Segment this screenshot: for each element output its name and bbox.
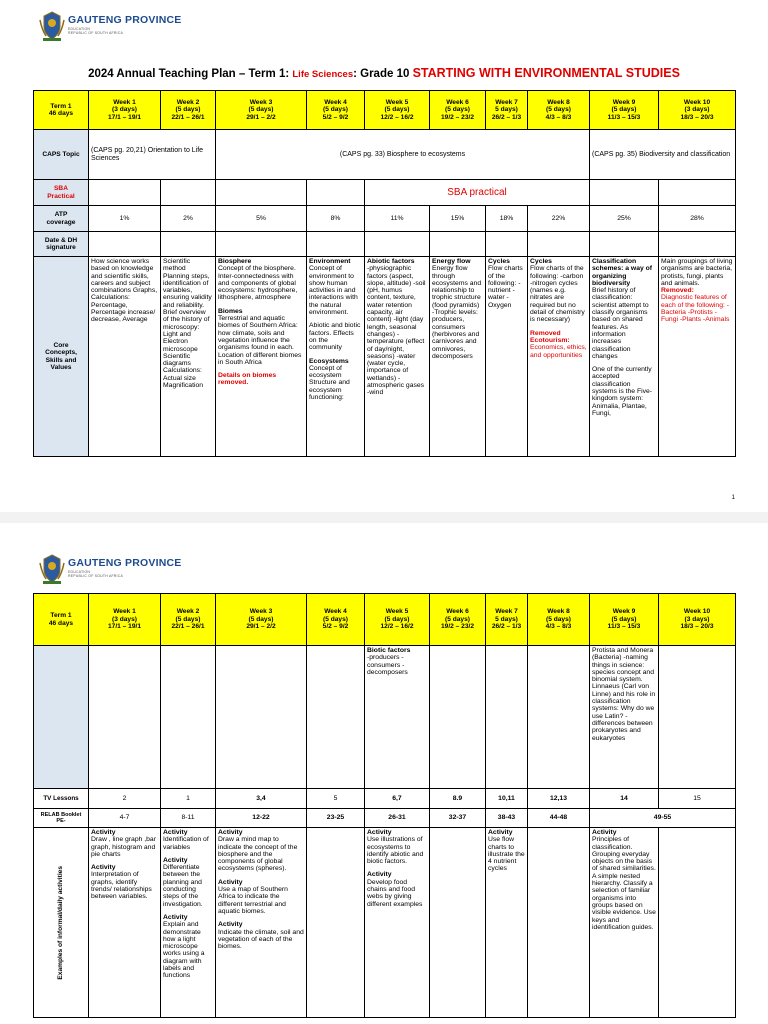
relab-week-3: 12-22 <box>216 809 307 828</box>
relab-week-1: 4-7 <box>89 809 161 828</box>
logo-line1-2: EDUCATION <box>68 570 91 574</box>
logo-name: GAUTENG PROVINCE <box>68 14 182 26</box>
date-label: Date & DH signature <box>34 232 89 257</box>
sba-row <box>34 180 736 206</box>
teaching-plan-table-continued <box>33 593 736 1018</box>
gauteng-logo <box>38 10 188 42</box>
week-5-header: Week 5 (5 days) 12/2 – 16/2 <box>365 91 430 130</box>
tv-week-4: 5 <box>307 789 365 809</box>
tv-week-6: 8.9 <box>430 789 486 809</box>
coverage-week-6: 15% <box>430 206 486 232</box>
week-3-header-2: Week 3 (5 days) 29/1 – 2/2 <box>216 594 307 646</box>
activities-row <box>34 828 736 1018</box>
tv-week-9: 14 <box>590 789 659 809</box>
core-row-continued <box>34 646 736 789</box>
core-week-7: Cycles Flow charts of the following: -nutrient -water -Oxygen <box>486 257 528 457</box>
week-9-header: Week 9 (5 days) 11/3 – 15/3 <box>590 91 659 130</box>
core-week-5: Abiotic factors -physiographic factors (aspect, slope, altitude) -soil (pH, humus content, texture, water retention capacity, air content) -light (day length, seasonal changes) -temperature (effect of day/night, seasons) -water (water cycle, importance of wetlands) -atmospheric gases -wind <box>365 257 430 457</box>
relab-week-5: 26-31 <box>365 809 430 828</box>
week-8-header-2: Week 8 (5 days) 4/3 – 8/3 <box>528 594 590 646</box>
relab-row <box>34 809 736 828</box>
activity-week-5: Activity Use illustrations of ecosystems to identify abiotic and biotic factors. Activity Develop food chains and food webs by giving different examples <box>365 828 430 1018</box>
week-1-header-2: Week 1 (3 days) 17/1 – 19/1 <box>89 594 161 646</box>
relab-week-2: 8-11 <box>161 809 216 828</box>
tv-week-5: 6,7 <box>365 789 430 809</box>
core-label-2 <box>34 646 89 789</box>
logo-line1: EDUCATION <box>68 27 91 31</box>
tv-week-10: 15 <box>659 789 736 809</box>
coverage-week-1: 1% <box>89 206 161 232</box>
week-7-header: Week 7 5 days) 26/2 – 1/3 <box>486 91 528 130</box>
core-row <box>34 257 736 457</box>
week-4-header: Week 4 (5 days) 5/2 – 9/2 <box>307 91 365 130</box>
title-theme: STARTING WITH ENVIRONMENTAL STUDIES <box>412 66 680 80</box>
week-4-header-2: Week 4 (5 days) 5/2 – 9/2 <box>307 594 365 646</box>
caps-biodiversity: (CAPS pg. 35) Biodiversity and classification <box>590 130 736 180</box>
activity-week-9: Activity Principles of classification. Grouping everyday objects on the basis of shared similarities. A simple nested hierarchy. Classify a selection of familiar organisms into groups based on visible evidence. Use keys and identification guides. <box>590 828 659 1018</box>
relab-week-8: 44-48 <box>528 809 590 828</box>
atp-row <box>34 206 736 232</box>
core-week-8: Cycles Flow charts of the following: -carbon -nitrogen cycles (names e.g. nitrates are required but no detail of chemistry is necessary) Removed Ecotourism: Economics, ethics, and opportunities <box>528 257 590 457</box>
core-week-6: Energy flow Energy flow through ecosystems and relationship to trophic structure (food pyramids) -Trophic levels: producers, consumers (herbivores and carnivores and omnivores, decomposers <box>430 257 486 457</box>
week-10-header: Week 10 (3 days) 18/3 – 20/3 <box>659 91 736 130</box>
week-10-header-2: Week 10 (3 days) 18/3 – 20/3 <box>659 594 736 646</box>
tv-week-2: 1 <box>161 789 216 809</box>
tv-week-7: 10,11 <box>486 789 528 809</box>
coverage-week-8: 22% <box>528 206 590 232</box>
relab-week-7: 38-43 <box>486 809 528 828</box>
tv-row <box>34 789 736 809</box>
term-header: Term 1 46 days <box>34 91 89 130</box>
relab-week-9-10: 49-55 <box>590 809 736 828</box>
week-6-header-2: Week 6 (5 days) 19/2 – 23/2 <box>430 594 486 646</box>
tv-week-3: 3,4 <box>216 789 307 809</box>
caps-row <box>34 130 736 180</box>
page-separator <box>0 512 768 523</box>
coverage-week-2: 2% <box>161 206 216 232</box>
core-week-2: Scientific method Planning steps, identification of variables, ensuring validity and reliability. Brief overview of the history of microscopy: Light and Electron microscope Scientific diagrams Calculations: Actual size Magnification <box>161 257 216 457</box>
title-subject: Life Sciences <box>292 69 354 80</box>
date-row <box>34 232 736 257</box>
caps-biosphere: (CAPS pg. 33) Biosphere to ecosystems <box>216 130 590 180</box>
tv-label: TV Lessons <box>34 789 89 809</box>
week-3-header: Week 3 (5 days) 29/1 – 2/2 <box>216 91 307 130</box>
coverage-week-9: 25% <box>590 206 659 232</box>
sba-label: SBA Practical <box>34 180 89 206</box>
relab-week-6: 32-37 <box>430 809 486 828</box>
tv-week-1: 2 <box>89 789 161 809</box>
page-title <box>0 66 768 80</box>
week-2-header-2: Week 2 (5 days) 22/1 – 26/1 <box>161 594 216 646</box>
term-header-2: Term 1 46 days <box>34 594 89 646</box>
core-cont-week-5: Biotic factors -producers -consumers -decomposers <box>365 646 430 789</box>
title-part1: 2024 Annual Teaching Plan – Term 1: <box>88 68 293 80</box>
core-week-3: Biosphere Concept of the biosphere. Inter-connectedness with and components of global ecosystems: hydrosphere, lithosphere, atmosphere Biomes Terrestrial and aquatic biomes of Southern Africa: how climate, soils and vegetation influence the organisms found in each. Location of different biomes in South Africa Details on biomes removed. <box>216 257 307 457</box>
coverage-week-10: 28% <box>659 206 736 232</box>
activity-week-3: Activity Draw a mind map to indicate the concept of the biosphere and the components of global ecosystems (spheres). Activity Use a map of Southern Africa to indicate the different terrestrial and aquatic biomes. Activity Indicate the climate, soil and vegetation of each of the biomes. <box>216 828 307 1018</box>
caps-label: CAPS Topic <box>34 130 89 180</box>
page-number: 1 <box>731 495 735 501</box>
coat-of-arms-icon <box>38 10 66 42</box>
week-6-header: Week 6 (5 days) 19/2 – 23/2 <box>430 91 486 130</box>
coverage-week-4: 8% <box>307 206 365 232</box>
title-part3: : Grade 10 <box>353 68 413 80</box>
logo-name-2: GAUTENG PROVINCE <box>68 557 182 569</box>
gauteng-logo-2 <box>38 553 188 585</box>
header-row-2 <box>34 594 736 646</box>
core-label: Core Concepts, Skills and Values <box>34 257 89 457</box>
coverage-week-3: 5% <box>216 206 307 232</box>
relab-week-4: 23-25 <box>307 809 365 828</box>
logo-line2: REPUBLIC OF SOUTH AFRICA <box>68 31 123 35</box>
week-9-header-2: Week 9 (5 days) 11/3 – 15/3 <box>590 594 659 646</box>
core-week-9: Classification schemes: a way of organizing biodiversity Brief history of classification: scientist attempt to classify organisms based on shared features. As information increases classification changes One of the currently accepted classification systems is the Five-kingdom system: Animalia, Plantae, Fungi, <box>590 257 659 457</box>
activity-week-7: Activity Use flow charts to illustrate the 4 nutrient cycles <box>486 828 528 1018</box>
week-2-header: Week 2 (5 days) 22/1 – 26/1 <box>161 91 216 130</box>
coat-of-arms-icon <box>38 553 66 585</box>
activity-week-1: Activity Draw , line graph ,bar graph, histogram and pie charts Activity Interpretation of graphs, identify trends/ relationships between variables. <box>89 828 161 1018</box>
core-week-1: How science works based on knowledge and scientific skills, careers and subject combinations Graphs, Calculations: Percentage, Percentage increase/ decrease, Average <box>89 257 161 457</box>
week-1-header: Week 1 (3 days) 17/1 – 19/1 <box>89 91 161 130</box>
week-8-header: Week 8 (5 days) 4/3 – 8/3 <box>528 91 590 130</box>
header-row <box>34 91 736 130</box>
tv-week-8: 12,13 <box>528 789 590 809</box>
core-week-10: Main groupings of living organisms are bacteria, protists, fungi, plants and animals. Removed: Diagnostic features of each of the following: -Bacteria -Protists -Fungi -Plants -Animals <box>659 257 736 457</box>
activities-label: Examples of informal/daily activities <box>34 828 89 1018</box>
coverage-week-7: 18% <box>486 206 528 232</box>
week-5-header-2: Week 5 (5 days) 12/2 – 16/2 <box>365 594 430 646</box>
teaching-plan-table <box>33 90 736 457</box>
coverage-week-5: 11% <box>365 206 430 232</box>
week-7-header-2: Week 7 5 days) 26/2 – 1/3 <box>486 594 528 646</box>
caps-orientation: (CAPS pg. 20,21) Orientation to Life Sciences <box>89 130 216 180</box>
core-cont-week-9: Protista and Monera (Bacteria) -naming things in science: species concept and binomial system. Linnaeus (Carl von Linne) and his role in classification systems: Why do we use Latin? -differences between prokaryotes and eukaryotes <box>590 646 659 789</box>
core-week-4: Environment Concept of environment to show human activities in and interactions with the natural environment. Abiotic and biotic factors. Effects on the community Ecosystems Concept of ecosystem Structure and ecosystem functioning: <box>307 257 365 457</box>
logo-line2-2: REPUBLIC OF SOUTH AFRICA <box>68 574 123 578</box>
relab-label: RELAB Booklet PE- <box>34 809 89 828</box>
activity-week-2: Activity Identification of variables Activity Differentiate between the planning and conducting steps of the investigation. Activity Explain and demonstrate how a light microscope works using a diagram with labels and functions <box>161 828 216 1018</box>
sba-practical: SBA practical <box>365 180 590 206</box>
atp-label: ATP coverage <box>34 206 89 232</box>
